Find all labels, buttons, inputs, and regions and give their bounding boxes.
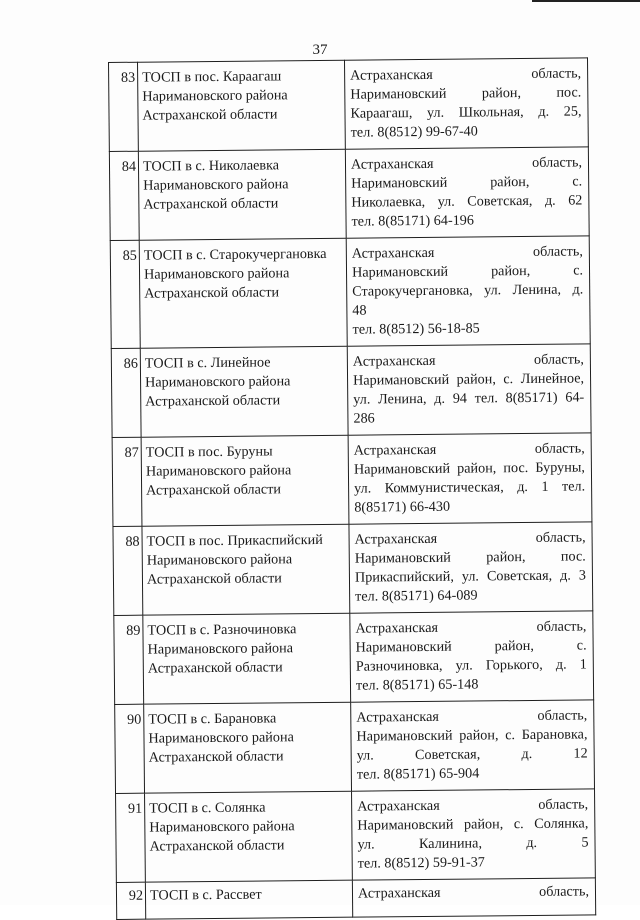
address-line: Прикаспийский, ул. Советская, д. 3 [354,567,587,586]
address-line: Астраханская область, [352,351,584,370]
office-name-line: Наримановского района [146,551,293,569]
office-name-line: ТОСП в с. Николаевка [142,157,280,175]
address-line: 8(85171) 66-430 [354,498,451,516]
table-row [114,611,594,705]
address-cell [345,147,589,238]
address-line: тел. 8(85171) 64-089 [355,587,478,605]
office-name-line: Астраханской области [147,659,283,677]
address-cell [351,700,595,791]
address-line: Астраханская область, [356,707,588,726]
address-line: тел. 8(85171) 64-196 [351,212,475,230]
office-name-cell [140,346,348,437]
row-number: 90 [115,704,145,793]
page-number: 37 [312,42,328,58]
table-row [109,58,589,152]
office-name-cell [138,60,346,151]
address-cell [344,58,588,149]
address-line: Наримановский район, пос. [350,84,582,103]
address-line: Наримановский район, пос. Буруны, [353,459,585,478]
address-cell [352,878,595,917]
office-name-cell [144,702,352,793]
office-name-cell [141,435,349,526]
address-line: Наримановский район, с. [355,637,587,656]
address-line: тел. 8(85171) 65-148 [355,676,479,694]
office-name-line: Астраханской области [148,748,284,766]
address-line: Наримановский район, с. [351,262,584,281]
address-line: Наримановский район, пос. [354,548,586,567]
address-cell [349,522,593,613]
office-name-line: Астраханской области [149,837,285,855]
table-row [111,344,591,438]
office-name-line: ТОСП в с. Линейное [144,354,271,372]
office-name-line: ТОСП в пос. Караагаш [142,68,282,86]
address-line: тел. 8(8512) 99-67-40 [350,123,478,141]
address-line: Астраханская область, [350,65,582,84]
address-line: ул. Коммунистическая, д. 1 тел. [354,478,586,497]
corner-scan-mark [532,0,640,6]
row-number: 91 [116,793,146,882]
office-name-line: ТОСП в пос. Прикаспийский [146,531,323,550]
address-line: Астраханская область, [357,796,589,815]
office-name-line: ТОСП в с. Разночиновка [147,621,297,639]
address-line: 48 [352,302,367,319]
office-name-line: Наримановского района [148,729,294,747]
address-line: Разночиновка, ул. Горького, д. 1 [355,656,587,675]
address-cell [348,433,592,524]
table-row [116,789,596,883]
address-line: Астраханская область, [353,440,585,459]
table-container [108,57,596,920]
office-name-cell [143,613,351,704]
address-line: Караагаш, ул. Школьная, д. 25, [350,103,582,122]
office-name-line: Наримановского района [147,640,294,658]
office-name-line: Астраханской области [146,481,282,499]
address-line: тел. 8(85171) 65-904 [356,765,480,783]
office-name-line: ТОСП в с. Солянка [149,799,266,817]
tosp-address-table [108,57,596,920]
office-name-line: Наримановского района [143,265,290,283]
address-line: Астраханская область, [354,529,586,548]
office-name-line: ТОСП в с. Рассвет [149,886,262,904]
address-line: Наримановский район, с. Линейное, [352,370,585,389]
office-name-line: Астраханской области [146,570,282,588]
address-line: тел. 8(8512) 56-18-85 [352,320,480,338]
row-number: 85 [110,240,140,348]
table-row [113,522,593,616]
row-number: 89 [114,615,144,704]
office-name-line: Наримановского района [145,462,292,480]
table-row [109,147,589,241]
office-name-line: ТОСП в с. Старокучергановка [143,245,327,264]
address-line: ул. Калинина, д. 5 [357,834,589,853]
address-line: ул. Ленина, д. 94 тел. 8(85171) 64- [353,389,585,408]
address-line: Астраханская область, [350,154,583,173]
address-cell [346,236,590,346]
address-line: Наримановский район, с. Барановка, [356,726,588,745]
address-line: Астраханская область, [351,243,583,262]
address-line: Астраханская область, [355,618,587,637]
table-body [109,58,596,920]
office-name-line: Наримановского района [142,87,288,105]
office-name-line: Астраханской области [143,195,279,213]
office-name-line: Наримановского района [149,818,295,836]
address-cell [350,611,594,702]
address-line: ул. Советская, д. 12 [356,745,588,764]
office-name-line: Наримановского района [143,176,289,194]
row-number: 92 [116,882,145,919]
address-line: 286 [353,410,375,427]
row-number: 87 [112,437,142,526]
office-name-line: ТОСП в пос. Буруны [145,443,273,461]
office-name-line: Астраханской области [145,392,281,410]
row-number: 86 [111,348,141,437]
address-line: Старокучергановка, ул. Ленина, д. [352,281,584,300]
office-name-line: Астраханской области [142,106,278,124]
address-line: Астраханская область, [357,883,590,902]
address-cell [347,344,591,435]
address-line: Николаевка, ул. Советская, д. 62 [351,192,583,211]
office-name-cell [145,880,352,919]
address-line: тел. 8(8512) 59-91-37 [357,854,485,872]
table-row [115,700,595,794]
office-name-cell [145,791,353,882]
row-number: 84 [109,151,139,240]
office-name-cell [139,238,347,348]
office-name-cell [142,524,350,615]
office-name-cell [138,149,346,240]
table-row [112,433,592,527]
address-line: Наримановский район, с. Солянка, [357,815,589,834]
row-number: 83 [109,62,139,151]
row-number: 88 [113,526,143,615]
table-row [110,236,590,349]
office-name-line: Наримановского района [145,373,291,391]
address-cell [352,789,596,880]
office-name-line: ТОСП в с. Барановка [148,710,277,728]
address-line: Наримановский район, с. [351,173,583,192]
table-row [116,878,595,920]
office-name-line: Астраханской области [144,284,280,302]
